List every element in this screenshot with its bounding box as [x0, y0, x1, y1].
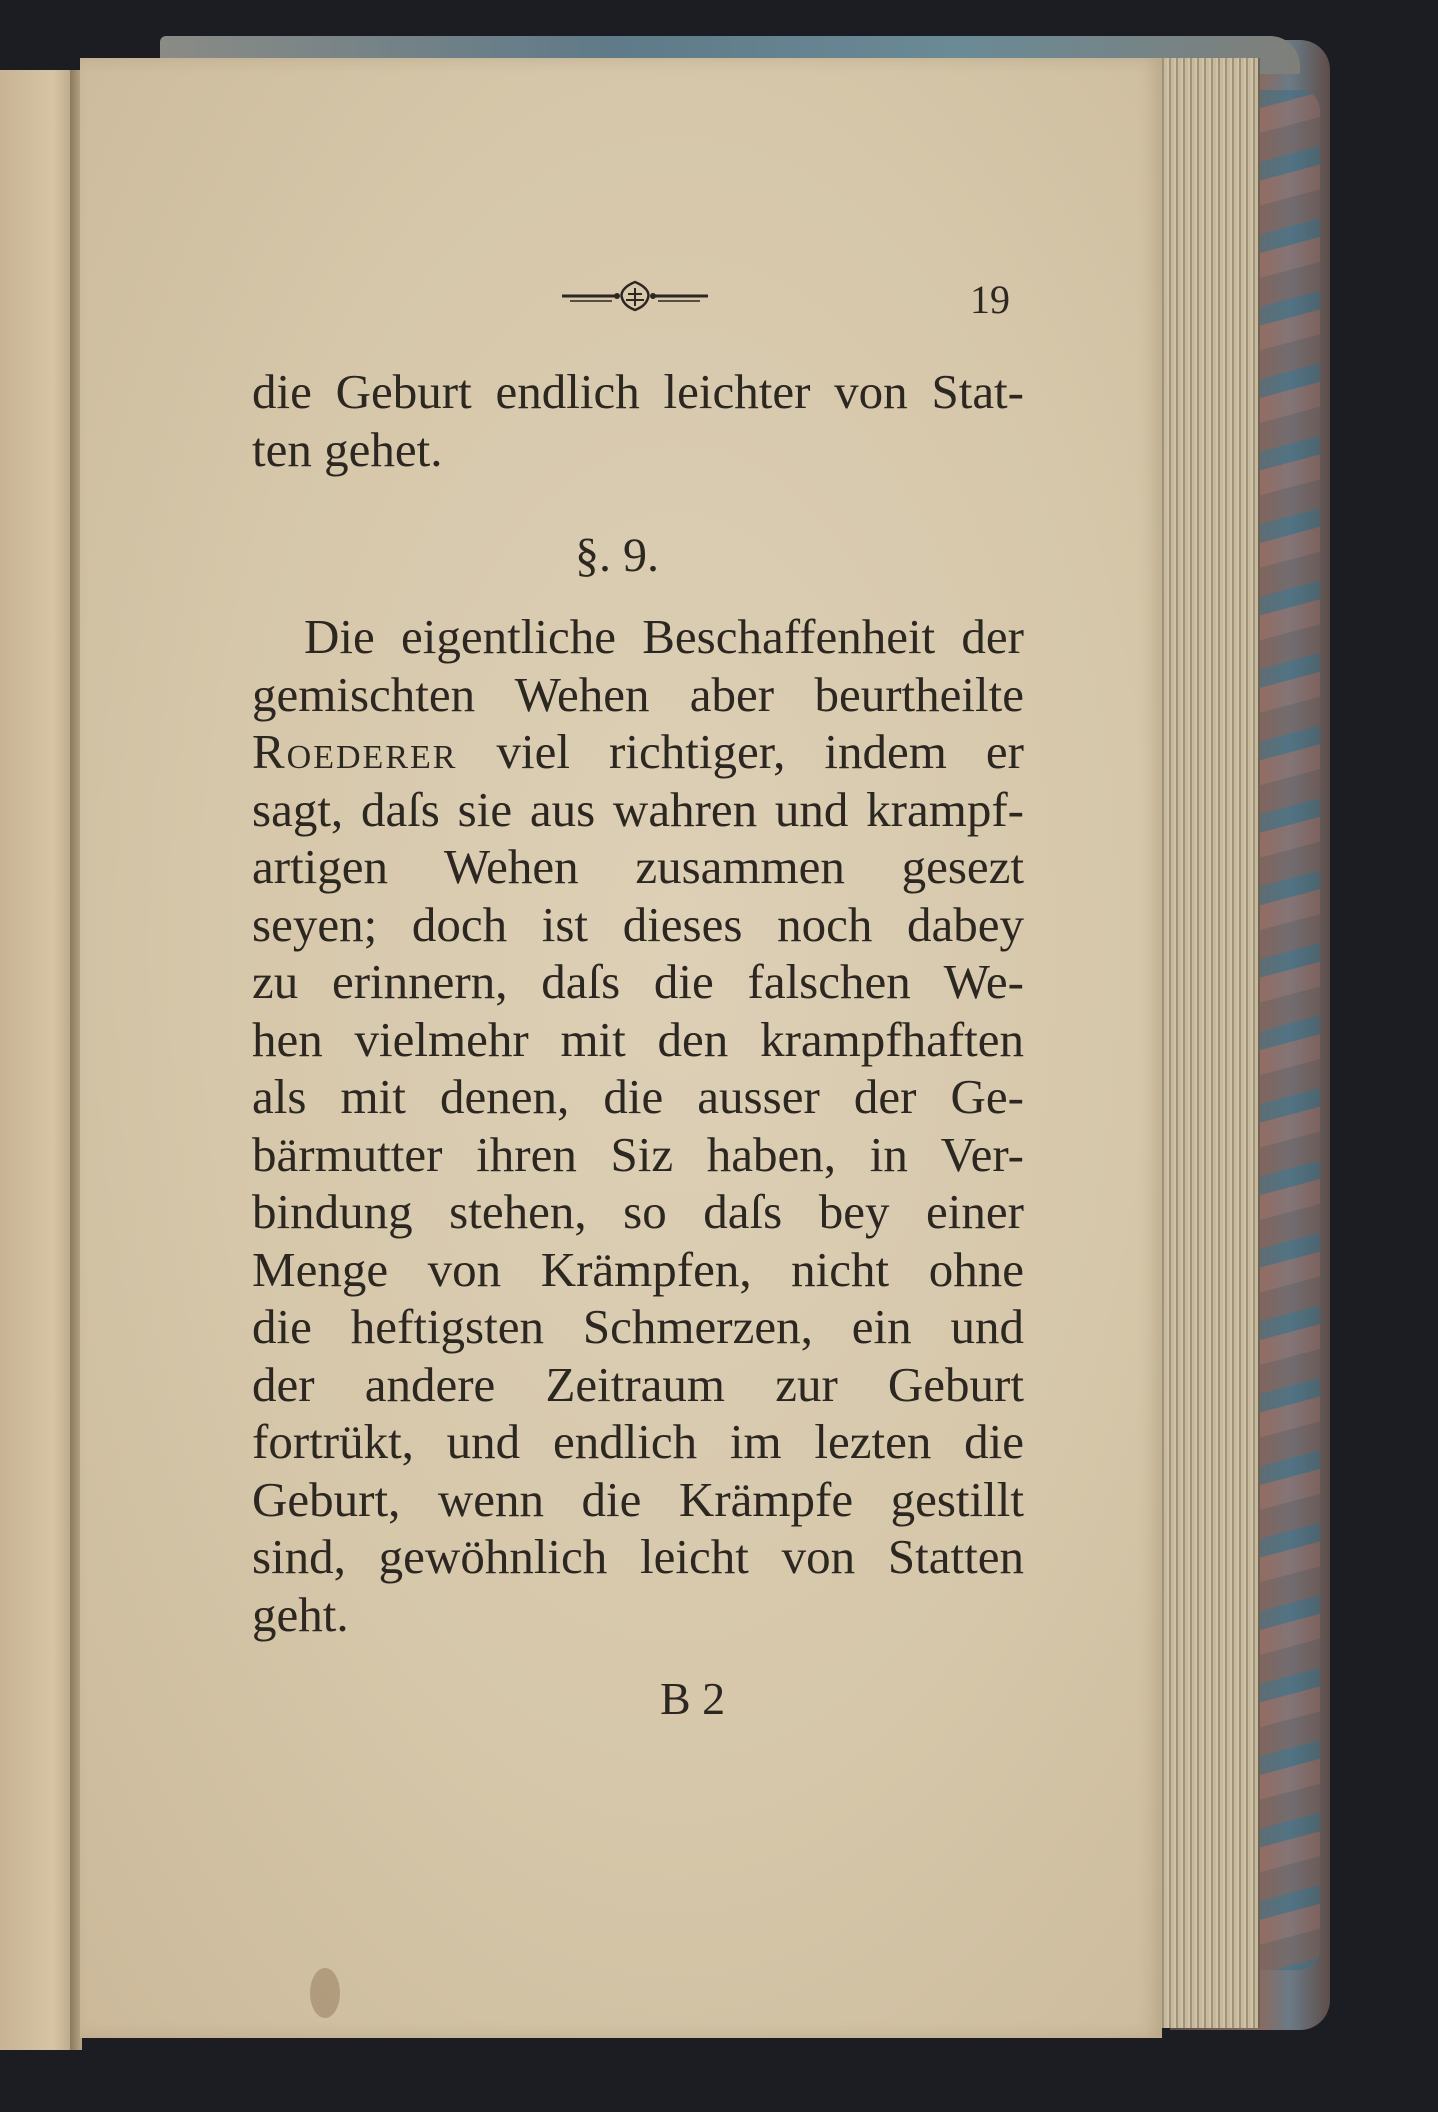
text-line: Geburt, wenn die Krämpfe gestillt [252, 1471, 1024, 1527]
text-line: bärmutter ihren Siz haben, in Ver- [252, 1126, 1024, 1182]
text-line: gemischten Wehen aber beurtheilte [252, 666, 1024, 722]
text-line: die heftigsten Schmerzen, ein und [252, 1299, 1024, 1354]
text-line: der andere Zeitraum zur Geburt [252, 1356, 1024, 1412]
text-line: als mit denen, die ausser der Ge- [252, 1069, 1024, 1124]
text-line: ten gehet. [252, 421, 443, 477]
page-number: 19 [970, 277, 1010, 322]
text-line: Roederer viel richtiger, indem er [252, 724, 1024, 779]
text-line: Die eigentliche Beschaffenheit der [304, 609, 1024, 664]
page-block-edges [1160, 58, 1260, 2028]
text-line: hen vielmehr mit den krampfhaften [252, 1011, 1024, 1067]
marbled-cover-pattern [1258, 90, 1320, 1970]
text-line: geht. [252, 1586, 349, 1642]
signature-mark: B 2 [660, 1673, 726, 1724]
header-ornament-icon [560, 278, 710, 314]
text-line: artigen Wehen zusammen gesezt [252, 839, 1024, 894]
text-line: bindung stehen, so daſs bey einer [252, 1184, 1024, 1239]
section-body [252, 608, 1024, 1643]
text-line: seyen; doch ist dieses noch dabey [252, 896, 1024, 952]
facing-page-edge [0, 70, 76, 2050]
text-line: zu erinnern, daſs die falschen We- [252, 954, 1024, 1009]
text-line: fortrükt, und endlich im lezten die [252, 1414, 1024, 1469]
text-line: sagt, daſs sie aus wahren und krampf- [252, 781, 1024, 837]
paper-stain [310, 1968, 340, 2018]
text-line: die Geburt endlich leichter von Stat- [252, 364, 1024, 419]
text-line: Menge von Krämpfen, nicht ohne [252, 1241, 1024, 1297]
continuation-text [252, 363, 1024, 478]
section-heading: §. 9. [575, 529, 659, 582]
text-line: sind, gewöhnlich leicht von Statten [252, 1529, 1024, 1584]
